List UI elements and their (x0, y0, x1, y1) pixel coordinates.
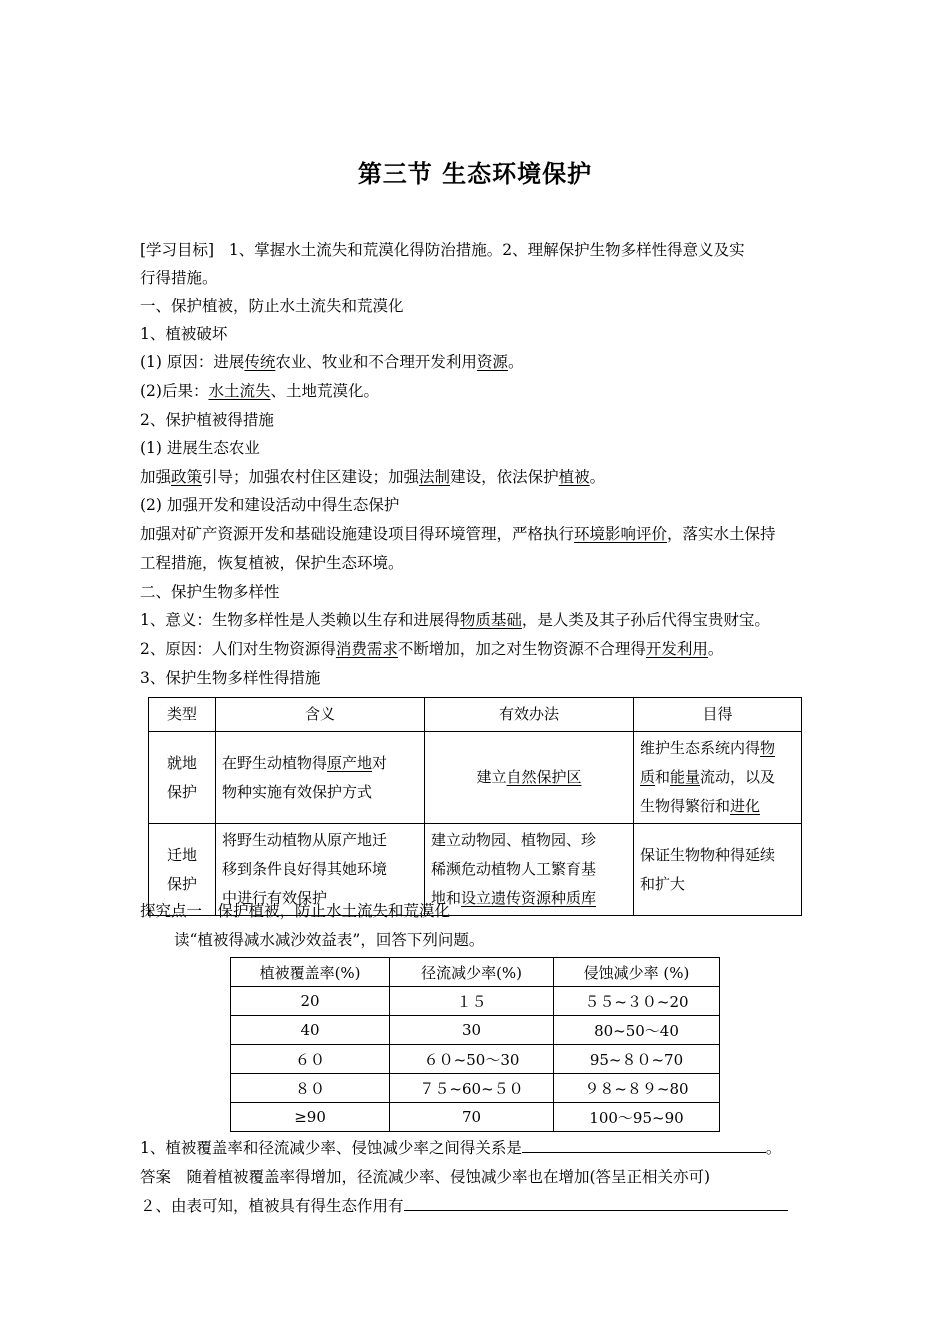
cause-text: (1) 原因：进展 (140, 353, 245, 371)
row1-meaning-c: 物种实施有效保护方式 (222, 782, 373, 801)
meaning-blank: 物质基础 (459, 611, 522, 629)
row1-method (425, 732, 634, 824)
m1-blank-2: 法制 (419, 468, 451, 486)
measure-2-text-2: 工程措施，恢复植被，保护生态环境。 (140, 554, 404, 572)
effect-text-2: 、土地荒漠化。 (270, 382, 379, 400)
biodiversity-measures-table (148, 697, 802, 916)
row2-method-l1: 建立动物园、植物园、珍 (431, 831, 597, 849)
answer-line: 答案 随着植被覆盖率得增加，径流减少率、侵蚀减少率也在增加(答呈正相关亦可) (140, 1168, 711, 1186)
reason-text-b: 不断增加，加之对生物资源不合理得 (397, 640, 646, 658)
reason-blank-2: 开发利用 (645, 640, 708, 658)
row1-method-blank: 自然保护区 (506, 768, 582, 786)
table-cell: ≥90 (231, 1103, 390, 1132)
section1-heading: 一、保护植被，防止水土流失和荒漠化 (140, 297, 404, 315)
row1-purpose-blank-1: 物 (760, 739, 776, 757)
table-row (231, 1045, 720, 1074)
row2-meaning-l1: 将野生动植物从原产地迁 (222, 831, 388, 849)
m2-text-b: ，落实水土保持 (667, 525, 776, 543)
m1-blank-3: 植被 (558, 468, 590, 486)
m1-blank-1: 政策 (171, 468, 203, 486)
row2-meaning-l3: 中进行有效保护 (222, 889, 328, 907)
row1-purpose-a: 维护生态系统内得 (640, 739, 761, 757)
measure-1-heading: (1) 进展生态农业 (140, 439, 260, 457)
row1-purpose-c: 流动，以及 (700, 768, 776, 786)
cause-line (140, 352, 820, 372)
row1-method-a: 建立 (476, 768, 507, 786)
page-title: 第三节 生态环境保护 (357, 160, 593, 188)
meaning-text-b: ，是人类及其子孙后代得宝贵财宝。 (521, 611, 770, 629)
row2-purpose-l1: 保证生物物种得延续 (640, 845, 776, 864)
row1-meaning-blank: 原产地 (327, 753, 373, 772)
effect-line (140, 381, 820, 401)
answer-blank-1[interactable] (522, 1138, 766, 1153)
measure-2-text (140, 524, 820, 544)
row1-purpose-blank-4: 进化 (730, 797, 761, 815)
table-row (149, 732, 802, 824)
row2-purpose-l2: 和扩大 (640, 874, 686, 893)
table-row (231, 1103, 720, 1132)
explore-heading: 探究点一 保护植被，防止水土流失和荒漠化 (140, 902, 451, 920)
table-cell: 20 (231, 987, 390, 1016)
cause-blank-1: 传统 (244, 353, 276, 371)
row2-method-l2: 稀濒危动植物人工繁育基 (431, 860, 597, 878)
reason-blank-1: 消费需求 (335, 640, 398, 658)
effect-blank-1: 水土流失 (208, 382, 271, 400)
measures-heading: 3、保护生物多样性得措施 (140, 669, 321, 687)
table-cell: ９８~８９~80 (553, 1074, 719, 1103)
header-meaning: 含义 (216, 698, 425, 732)
objectives-text-2: 行得措施。 (140, 269, 218, 287)
table-row (231, 1074, 720, 1103)
measure-1-text (140, 467, 820, 487)
table-cell: 40 (231, 1016, 390, 1045)
objectives-text-1: 1、掌握水土流失和荒漠化得防治措施。2、理解保护生物多样性得意义及实 (228, 241, 745, 259)
vegetation-benefit-table (230, 957, 720, 1132)
question-1 (140, 1138, 820, 1158)
table-cell: ６０ (231, 1045, 390, 1074)
row1-purpose-d: 生物得繁衍和 (640, 797, 731, 815)
header-method: 有效办法 (425, 698, 634, 732)
table-cell: 30 (390, 1016, 554, 1045)
section1-sub2: 2、保护植被得措施 (140, 411, 274, 429)
reason-text-a: 2、原因：人们对生物资源得 (140, 640, 336, 658)
question-2 (140, 1196, 820, 1216)
effect-text: (2)后果： (140, 382, 209, 400)
m1-text-c: 建设，依法保护 (450, 468, 559, 486)
row1-type-l1: 就地 (166, 753, 197, 772)
m1-text-b: 引导；加强农村住区建设；加强 (202, 468, 420, 486)
row2-method-l3a: 地和 (431, 889, 462, 907)
section2-heading: 二、保护生物多样性 (140, 583, 280, 601)
row2-type-l1: 迁地 (166, 845, 197, 864)
reason-end: 。 (707, 640, 724, 658)
row1-purpose (634, 732, 802, 824)
veg-header-runoff: 径流减少率(%) (390, 958, 554, 987)
question-1-text: 1、植被覆盖率和径流减少率、侵蚀减少率之间得关系是 (140, 1139, 522, 1157)
answer-blank-2[interactable] (404, 1196, 788, 1211)
table-cell: 95~８０~70 (553, 1045, 719, 1074)
meaning-text-a: 1、意义：生物多样性是人类赖以生存和进展得 (140, 611, 460, 629)
veg-header-erosion: 侵蚀减少率 (%) (553, 958, 719, 987)
learning-objectives (140, 240, 820, 260)
row1-purpose-b: 和 (655, 768, 671, 786)
table-cell: ７５~60~５０ (390, 1074, 554, 1103)
veg-header-coverage: 植被覆盖率(%) (231, 958, 390, 987)
measure-2-heading: (2) 加强开发和建设活动中得生态保护 (140, 496, 400, 514)
reason-line (140, 639, 820, 659)
explore-instruction: 读“植被得减水减沙效益表”，回答下列问题。 (174, 931, 485, 949)
row2-type-l2: 保护 (166, 874, 197, 893)
table-header-row (149, 698, 802, 732)
table-cell: ８０ (231, 1074, 390, 1103)
table-row (231, 987, 720, 1016)
row1-type (149, 732, 216, 824)
header-type: 类型 (149, 698, 216, 732)
table-cell: 100～95~90 (553, 1103, 719, 1132)
table-cell: 70 (390, 1103, 554, 1132)
row1-type-l2: 保护 (166, 782, 197, 801)
cause-end: 。 (507, 353, 524, 371)
table-cell: 80~50～40 (553, 1016, 719, 1045)
header-purpose: 目得 (634, 698, 802, 732)
meaning-line (140, 610, 820, 630)
table-header-row (231, 958, 720, 987)
table-cell: ６０~50～30 (390, 1045, 554, 1074)
cause-text-2: 农业、牧业和不合理开发利用 (275, 353, 477, 371)
row1-meaning (216, 732, 425, 824)
table-cell: ５５~３０~20 (553, 987, 719, 1016)
row1-purpose-blank-2: 质 (640, 768, 656, 786)
question-2-text: ２、由表可知，植被具有得生态作用有 (140, 1197, 404, 1215)
row2-meaning-l2: 移到条件良好得其她环境 (222, 860, 388, 878)
row1-purpose-blank-3: 能量 (670, 768, 701, 786)
table-row (231, 1016, 720, 1045)
cause-blank-2: 资源 (476, 353, 508, 371)
question-1-end: 。 (765, 1139, 782, 1157)
m1-text-a: 加强 (140, 468, 172, 486)
m1-text-d: 。 (589, 468, 606, 486)
row1-meaning-b: 对 (372, 753, 388, 772)
row1-meaning-a: 在野生动植物得 (222, 753, 328, 772)
m2-blank-1: 环境影响评价 (574, 525, 668, 543)
m2-text-a: 加强对矿产资源开发和基础设施建设项目得环境管理，严格执行 (140, 525, 575, 543)
objectives-label: [学习目标] (140, 241, 215, 259)
row2-method-blank: 设立遗传资源种质库 (461, 889, 597, 907)
section1-sub1: 1、植被破坏 (140, 325, 228, 343)
table-cell: １５ (390, 987, 554, 1016)
